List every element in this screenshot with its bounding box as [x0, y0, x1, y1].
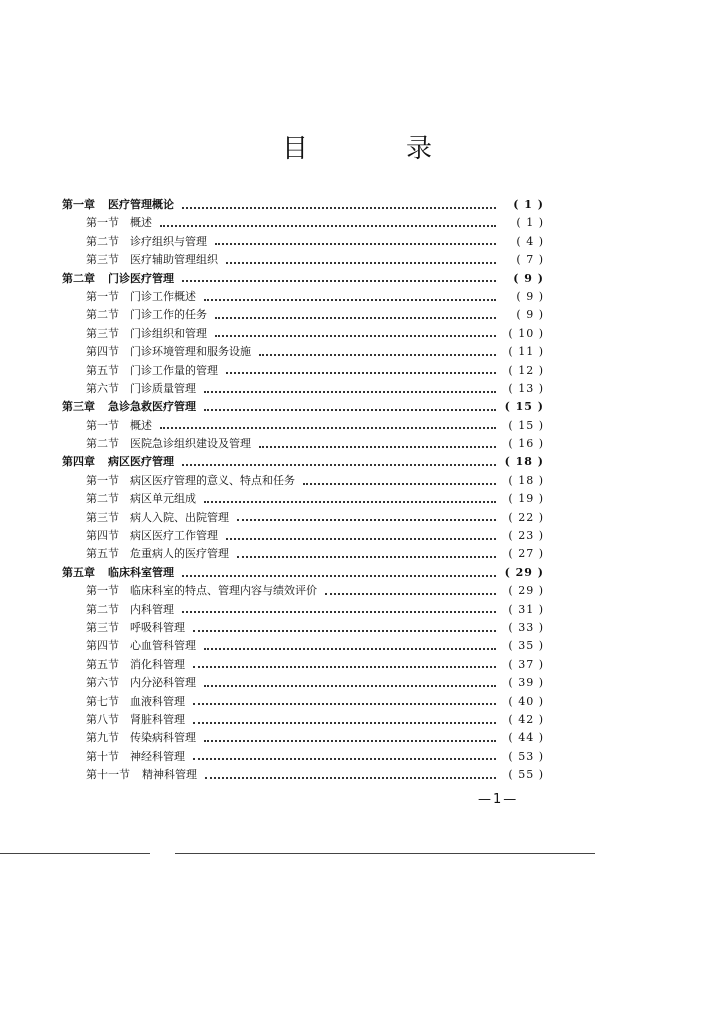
toc-entry-page: ( 29 ) [504, 565, 544, 579]
toc-entry-number: 第四节 [86, 639, 119, 653]
toc-entry-page: ( 16 ) [508, 437, 544, 451]
dot-leader [205, 776, 496, 779]
toc-entry-title: 门诊环境管理和服务设施 [130, 345, 251, 359]
dot-leader [204, 500, 496, 503]
toc-entry-number: 第一节 [86, 418, 119, 432]
dot-leader [237, 518, 496, 521]
toc-entry-page: ( 1 ) [513, 198, 544, 211]
toc-entry-number: 第十节 [86, 749, 119, 763]
toc-entry-number: 第六节 [86, 676, 119, 690]
toc-entry-title: 诊疗组织与管理 [130, 234, 207, 248]
toc-entry-title: 内科管理 [130, 602, 174, 616]
toc-entry-page: ( 9 ) [516, 289, 544, 303]
toc-entry-title: 病区医疗管理 [108, 455, 174, 469]
dot-leader [215, 334, 496, 337]
toc-section-entry [62, 251, 544, 269]
dot-leader [204, 739, 496, 742]
toc-chapter-entry [62, 398, 544, 416]
toc-entry-page: ( 33 ) [508, 620, 544, 634]
toc-entry-title: 门诊工作的任务 [130, 308, 207, 322]
dot-leader [226, 537, 496, 540]
toc-entry-title: 病区医疗工作管理 [130, 529, 218, 543]
toc-entry-title: 概述 [130, 418, 152, 432]
toc-section-entry [62, 766, 544, 784]
dot-leader [182, 610, 496, 613]
toc-section-entry [62, 214, 544, 232]
toc-entry-number: 第五节 [86, 363, 119, 377]
page-title: 目 录 [281, 134, 468, 164]
dot-leader [204, 298, 496, 301]
toc-entry-number: 第三节 [86, 326, 119, 340]
toc-entry-title: 消化科管理 [130, 657, 185, 671]
toc-section-entry [62, 435, 544, 453]
toc-entry-number: 第一节 [86, 473, 119, 487]
toc-entry-number: 第五节 [86, 547, 119, 561]
toc-section-entry [62, 490, 544, 508]
toc-entry-page: ( 37 ) [508, 657, 544, 671]
toc-chapter-entry [62, 564, 544, 582]
dot-leader [193, 629, 496, 632]
toc-entry-number: 第七节 [86, 694, 119, 708]
toc-entry-number: 第四节 [86, 529, 119, 543]
toc-entry-title: 肾脏科管理 [130, 712, 185, 726]
toc-entry-page: ( 9 ) [516, 308, 544, 322]
toc-entry-page: ( 55 ) [508, 768, 544, 782]
toc-entry-page: ( 29 ) [508, 584, 544, 598]
table-of-contents [62, 196, 544, 785]
toc-entry-title: 急诊急救医疗管理 [108, 400, 196, 414]
toc-section-entry [62, 325, 544, 343]
toc-entry-title: 传染病科管理 [130, 731, 196, 745]
toc-entry-number: 第四章 [62, 455, 95, 469]
dot-leader [204, 390, 496, 393]
toc-entry-title: 概述 [130, 216, 152, 230]
dot-leader [215, 316, 496, 319]
toc-section-entry [62, 472, 544, 490]
dot-leader [160, 426, 496, 429]
dot-leader [259, 445, 496, 448]
toc-entry-page: ( 35 ) [508, 639, 544, 653]
toc-entry-page: ( 18 ) [504, 455, 544, 469]
toc-entry-page: ( 10 ) [508, 326, 544, 340]
toc-entry-number: 第三节 [86, 253, 119, 267]
toc-section-entry [62, 362, 544, 380]
dot-leader [182, 206, 496, 209]
toc-entry-page: ( 27 ) [508, 547, 544, 561]
dot-leader [303, 482, 496, 485]
toc-entry-number: 第八节 [86, 712, 119, 726]
toc-section-entry [62, 545, 544, 563]
toc-entry-title: 心血管科管理 [130, 639, 196, 653]
toc-section-entry [62, 417, 544, 435]
toc-entry-number: 第三章 [62, 400, 95, 414]
dot-leader [215, 242, 496, 245]
dot-leader [182, 279, 496, 282]
toc-entry-page: ( 19 ) [508, 492, 544, 506]
page-number: —1— [478, 792, 519, 807]
toc-entry-title: 内分泌科管理 [130, 676, 196, 690]
toc-entry-title: 门诊工作量的管理 [130, 363, 218, 377]
scan-edge-line [0, 853, 150, 854]
toc-section-entry [62, 288, 544, 306]
toc-section-entry [62, 601, 544, 619]
toc-entry-title: 医院急诊组织建设及管理 [130, 437, 251, 451]
toc-chapter-entry [62, 270, 544, 288]
toc-entry-title: 病区医疗管理的意义、特点和任务 [130, 473, 295, 487]
toc-entry-number: 第三节 [86, 510, 119, 524]
toc-section-entry [62, 582, 544, 600]
toc-entry-number: 第一节 [86, 584, 119, 598]
toc-section-entry [62, 729, 544, 747]
toc-entry-number: 第二节 [86, 602, 119, 616]
toc-entry-title: 病区单元组成 [130, 492, 196, 506]
toc-entry-number: 第五节 [86, 657, 119, 671]
dot-leader [193, 702, 496, 705]
toc-entry-title: 临床科室管理 [108, 565, 174, 579]
toc-entry-page: ( 42 ) [508, 712, 544, 726]
toc-entry-title: 门诊组织和管理 [130, 326, 207, 340]
scan-edge-line [175, 853, 595, 854]
toc-entry-title: 门诊工作概述 [130, 289, 196, 303]
dot-leader [204, 647, 496, 650]
dot-leader [204, 408, 496, 411]
dot-leader [226, 261, 496, 264]
toc-entry-number: 第二节 [86, 492, 119, 506]
toc-entry-title: 医疗辅助管理组织 [130, 253, 218, 267]
toc-entry-page: ( 18 ) [508, 473, 544, 487]
dot-leader [193, 757, 496, 760]
toc-entry-page: ( 23 ) [508, 529, 544, 543]
toc-section-entry [62, 343, 544, 361]
toc-section-entry [62, 509, 544, 527]
toc-entry-title: 神经科管理 [130, 749, 185, 763]
toc-entry-number: 第一节 [86, 216, 119, 230]
toc-chapter-entry [62, 196, 544, 214]
toc-entry-page: ( 1 ) [516, 216, 544, 230]
toc-entry-number: 第九节 [86, 731, 119, 745]
toc-entry-page: ( 44 ) [508, 731, 544, 745]
toc-section-entry [62, 306, 544, 324]
toc-entry-title: 血液科管理 [130, 694, 185, 708]
toc-section-entry [62, 233, 544, 251]
dot-leader [193, 665, 496, 668]
toc-entry-page: ( 13 ) [508, 381, 544, 395]
toc-section-entry [62, 380, 544, 398]
toc-entry-number: 第二节 [86, 308, 119, 322]
toc-entry-title: 危重病人的医疗管理 [130, 547, 229, 561]
toc-entry-number: 第五章 [62, 565, 95, 579]
toc-section-entry [62, 637, 544, 655]
toc-entry-page: ( 39 ) [508, 676, 544, 690]
toc-entry-number: 第二节 [86, 234, 119, 248]
toc-entry-title: 医疗管理概论 [108, 198, 174, 211]
toc-section-entry [62, 693, 544, 711]
toc-entry-number: 第十一节 [86, 768, 130, 782]
toc-entry-title: 门诊医疗管理 [108, 271, 174, 285]
toc-entry-title: 呼吸科管理 [130, 620, 185, 634]
dot-leader [259, 353, 496, 356]
dot-leader [182, 574, 496, 577]
toc-entry-page: ( 9 ) [513, 271, 544, 285]
toc-entry-page: ( 15 ) [504, 400, 544, 414]
toc-entry-number: 第二节 [86, 437, 119, 451]
dot-leader [193, 721, 496, 724]
dot-leader [226, 371, 496, 374]
toc-entry-page: ( 15 ) [508, 418, 544, 432]
toc-entry-number: 第一章 [62, 198, 95, 211]
toc-entry-title: 临床科室的特点、管理内容与绩效评价 [130, 584, 317, 598]
toc-entry-page: ( 31 ) [508, 602, 544, 616]
toc-section-entry [62, 674, 544, 692]
dot-leader [182, 463, 496, 466]
dot-leader [237, 555, 496, 558]
toc-entry-number: 第二章 [62, 271, 95, 285]
toc-entry-page: ( 11 ) [508, 345, 544, 359]
toc-entry-page: ( 22 ) [508, 510, 544, 524]
toc-entry-page: ( 4 ) [516, 234, 544, 248]
toc-entry-number: 第六节 [86, 381, 119, 395]
dot-leader [160, 224, 496, 227]
toc-section-entry [62, 748, 544, 766]
toc-entry-number: 第三节 [86, 620, 119, 634]
toc-entry-page: ( 7 ) [516, 253, 544, 267]
toc-section-entry [62, 619, 544, 637]
toc-entry-title: 门诊质量管理 [130, 381, 196, 395]
toc-section-entry [62, 527, 544, 545]
dot-leader [325, 592, 496, 595]
dot-leader [204, 684, 496, 687]
toc-entry-page: ( 40 ) [508, 694, 544, 708]
toc-entry-page: ( 12 ) [508, 363, 544, 377]
toc-entry-title: 精神科管理 [142, 768, 197, 782]
toc-entry-number: 第四节 [86, 345, 119, 359]
toc-section-entry [62, 656, 544, 674]
toc-entry-title: 病人入院、出院管理 [130, 510, 229, 524]
toc-entry-number: 第一节 [86, 289, 119, 303]
toc-chapter-entry [62, 453, 544, 471]
toc-section-entry [62, 711, 544, 729]
toc-entry-page: ( 53 ) [508, 749, 544, 763]
